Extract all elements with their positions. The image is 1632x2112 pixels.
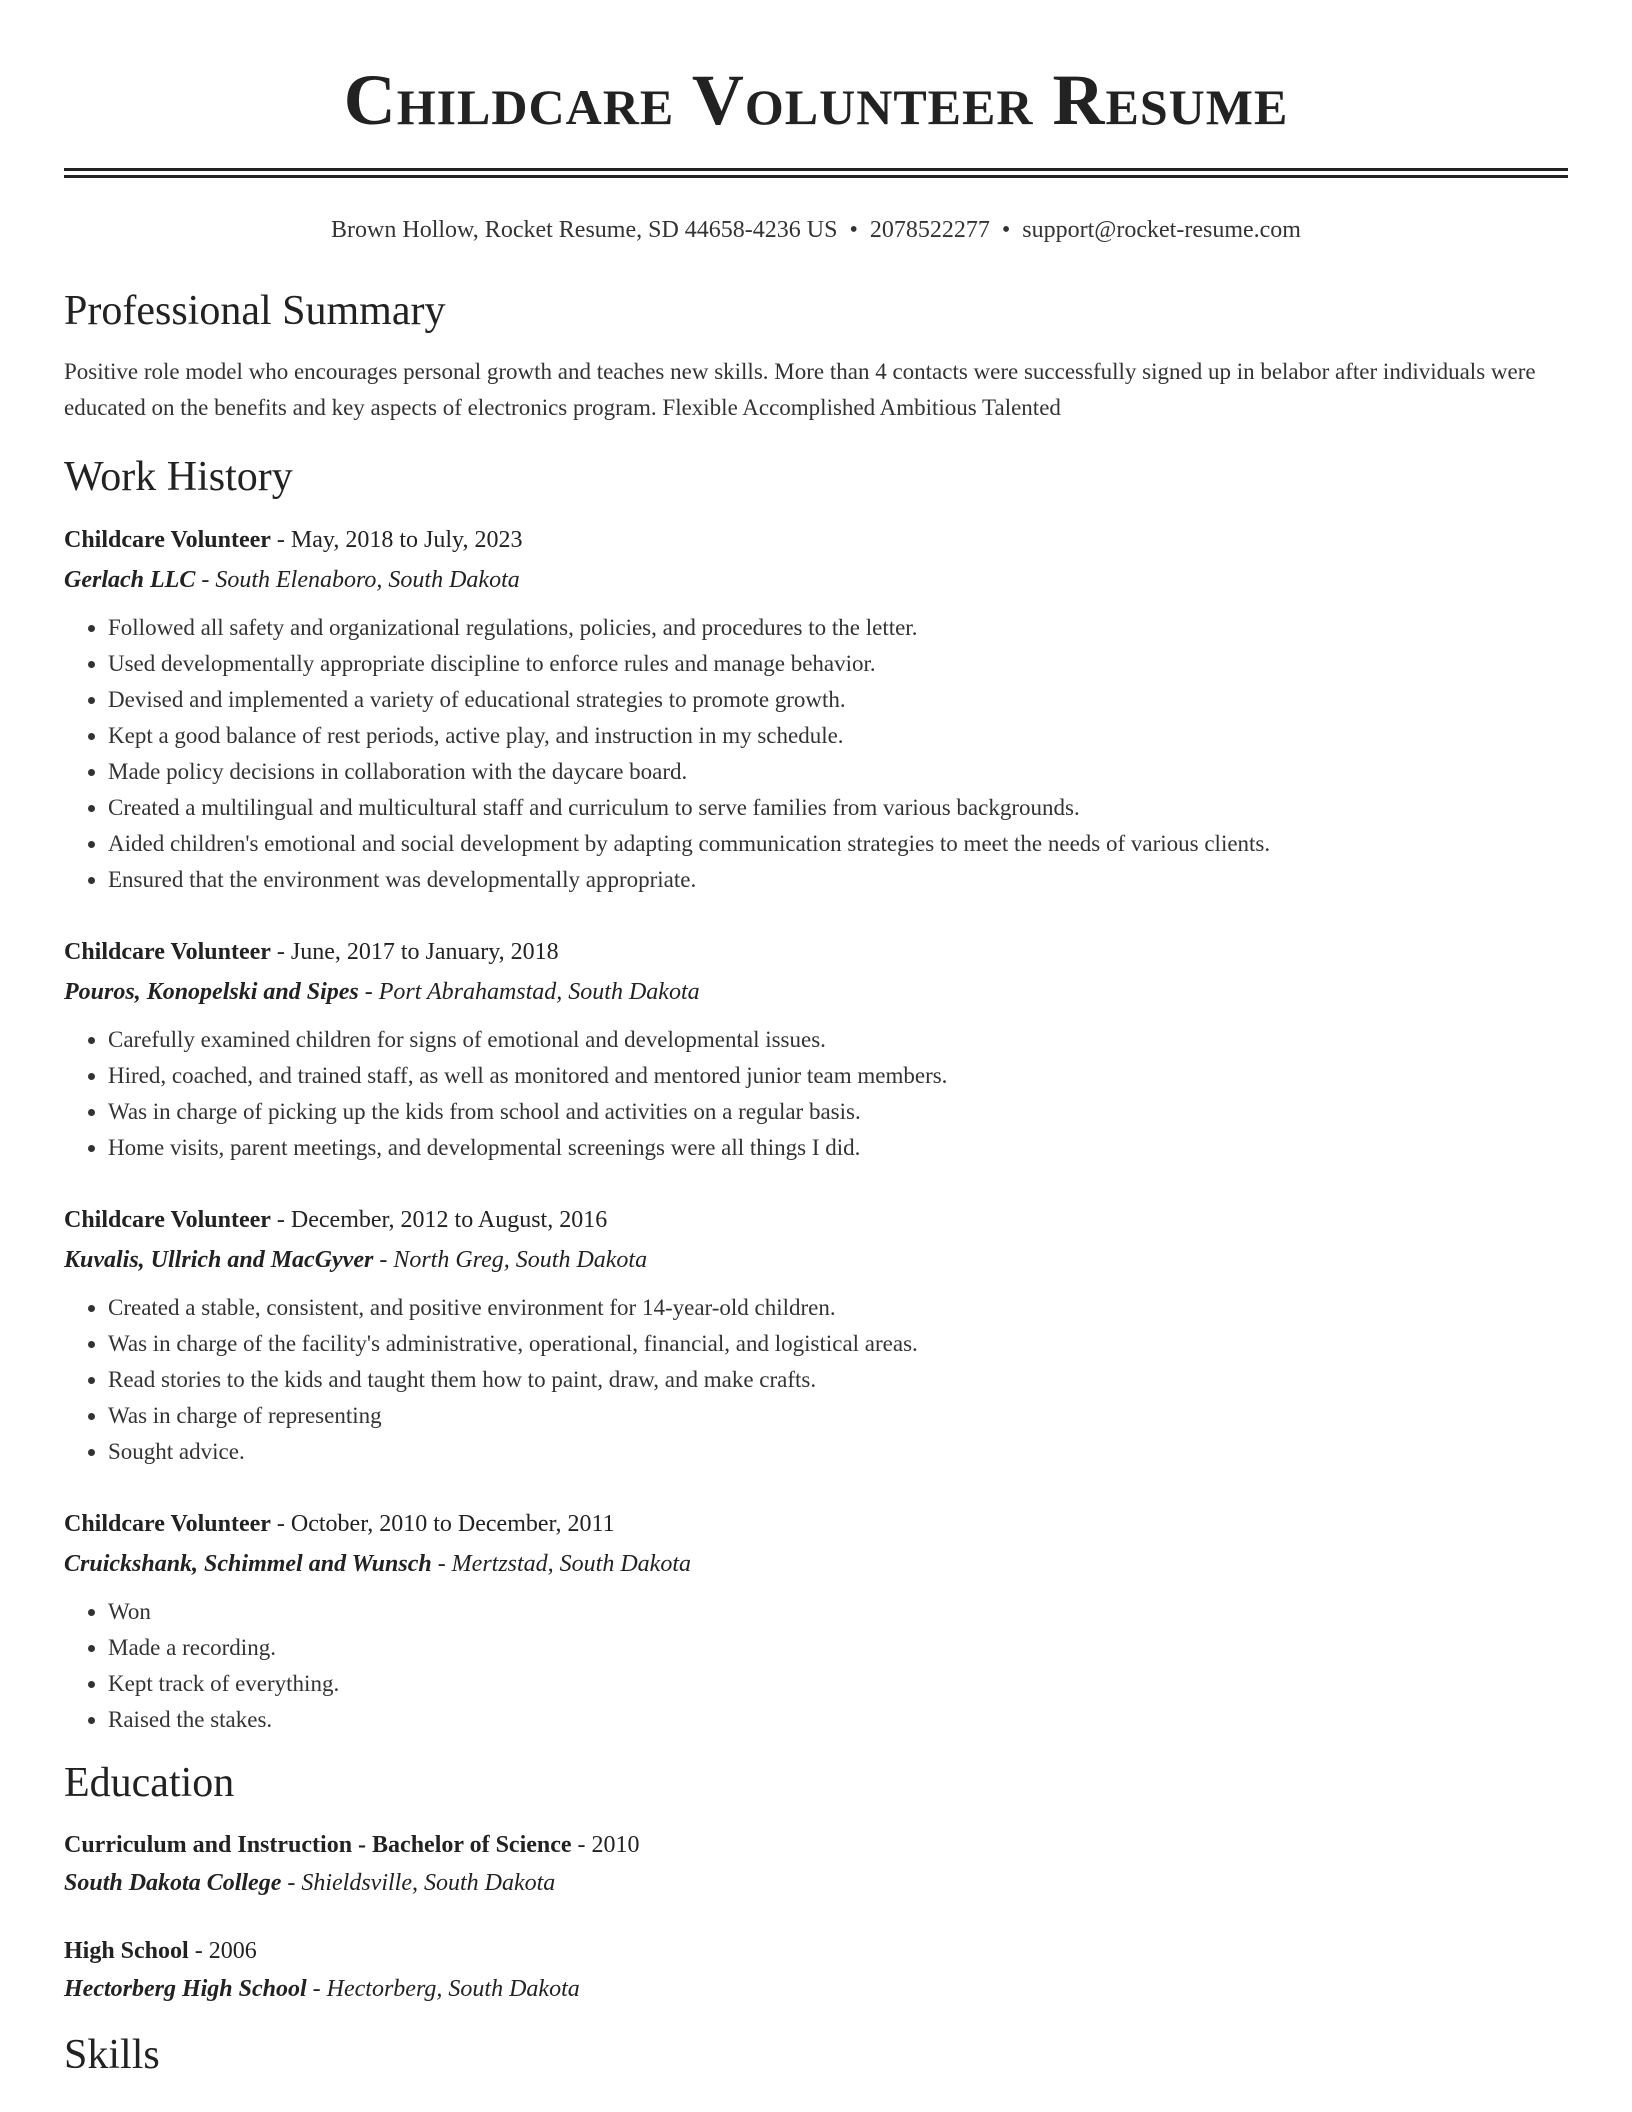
job-entry [64, 1504, 1568, 1738]
job-role: Childcare Volunteer [64, 527, 271, 553]
education-school: Hectorberg High School [64, 1976, 307, 2002]
job-dates: - June, 2017 to January, 2018 [270, 939, 559, 965]
job-duties [64, 1594, 1568, 1738]
duty-item: • Was in charge of picking up the kids from school and activities on a regular basis. [108, 1094, 1568, 1130]
job-company: Pouros, Konopelski and Sipes [64, 979, 359, 1005]
education-location: - Shieldsville, South Dakota [281, 1870, 556, 1896]
duty-item: • Ensured that the environment was developmentally appropriate. [108, 862, 1568, 898]
duty-item: • Aided children's emotional and social development by adapting communication strategies to meet the needs of various clients. [108, 826, 1568, 862]
duty-item: • Created a stable, consistent, and positive environment for 14-year-old children. [108, 1290, 1568, 1326]
contact-address: Brown Hollow, Rocket Resume, SD 44658-4236 US [331, 217, 838, 243]
title-divider [64, 168, 1568, 178]
job-company: Cruickshank, Schimmel and Wunsch [64, 1551, 432, 1577]
job-role: Childcare Volunteer [64, 1207, 271, 1233]
education-degree-line [64, 1826, 1568, 1864]
contact-email: support@rocket-resume.com [1022, 217, 1301, 243]
duty-item: • Kept a good balance of rest periods, active play, and instruction in my schedule. [108, 718, 1568, 754]
contact-phone: 2078522277 [869, 217, 990, 243]
job-dates: - May, 2018 to July, 2023 [270, 527, 523, 553]
job-location: - Mertzstad, South Dakota [431, 1551, 691, 1577]
duty-item: • Sought advice. [108, 1434, 1568, 1470]
contact-separator: • [1001, 217, 1011, 243]
education-year: - 2010 [571, 1832, 640, 1858]
job-title-line [64, 520, 1568, 560]
duty-item: • Home visits, parent meetings, and developmental screenings were all things I did. [108, 1130, 1568, 1166]
job-duties [64, 1022, 1568, 1166]
job-duties [64, 1290, 1568, 1470]
duty-item: • Read stories to the kids and taught them how to paint, draw, and make crafts. [108, 1362, 1568, 1398]
job-company: Gerlach LLC [64, 567, 196, 593]
job-role: Childcare Volunteer [64, 1511, 271, 1537]
duty-item: • Made policy decisions in collaboration with the daycare board. [108, 754, 1568, 790]
education-entry [64, 1826, 1568, 1902]
education-degree: High School [64, 1938, 189, 1964]
job-location: - North Greg, South Dakota [373, 1247, 648, 1273]
education-degree: Curriculum and Instruction - Bachelor of Science [64, 1832, 572, 1858]
duty-item: • Carefully examined children for signs of emotional and developmental issues. [108, 1022, 1568, 1058]
resume-page [64, 0, 1568, 2080]
job-location: - Port Abrahamstad, South Dakota [358, 979, 700, 1005]
duty-item: • Used developmentally appropriate discipline to enforce rules and manage behavior. [108, 646, 1568, 682]
resume-title: Childcare Volunteer Resume [343, 60, 1289, 140]
duty-item: • Hired, coached, and trained staff, as well as monitored and mentored junior team members. [108, 1058, 1568, 1094]
duty-item: • Made a recording. [108, 1630, 1568, 1666]
duty-item: • Created a multilingual and multicultural staff and curriculum to serve families from various backgrounds. [108, 790, 1568, 826]
education-school-line [64, 1970, 1568, 2008]
job-dates: - December, 2012 to August, 2016 [270, 1207, 608, 1233]
job-company-line [64, 1544, 1568, 1584]
job-dates: - October, 2010 to December, 2011 [270, 1511, 615, 1537]
summary-heading: Professional Summary [64, 288, 446, 334]
job-company-line [64, 972, 1568, 1012]
job-entry [64, 932, 1568, 1166]
job-role: Childcare Volunteer [64, 939, 271, 965]
job-company-line [64, 1240, 1568, 1280]
job-title-line [64, 1200, 1568, 1240]
job-title-line [64, 1504, 1568, 1544]
duty-item: • Won [108, 1594, 1568, 1630]
contact-line [64, 214, 1568, 246]
work-history-heading: Work History [64, 454, 293, 500]
education-degree-line [64, 1932, 1568, 1970]
duty-item: • Followed all safety and organizational regulations, policies, and procedures to the letter. [108, 610, 1568, 646]
job-duties [64, 610, 1568, 898]
job-entry [64, 1200, 1568, 1470]
education-heading: Education [64, 1760, 235, 1806]
duty-item: • Raised the stakes. [108, 1702, 1568, 1738]
skills-heading: Skills [64, 2032, 160, 2078]
education-school: South Dakota College [64, 1870, 282, 1896]
job-company-line [64, 560, 1568, 600]
job-company: Kuvalis, Ullrich and MacGyver [64, 1247, 374, 1273]
job-entry [64, 520, 1568, 898]
duty-item: • Was in charge of representing [108, 1398, 1568, 1434]
education-year: - 2006 [188, 1938, 257, 1964]
education-location: - Hectorberg, South Dakota [306, 1976, 580, 2002]
education-entry [64, 1932, 1568, 2008]
contact-separator: • [849, 217, 858, 243]
job-title-line [64, 932, 1568, 972]
summary-text: Positive role model who encourages personal growth and teaches new skills. More than 4 contacts were successfully signed up in belabor after individuals were educated on the benefits and key aspects of electronics program. Flexible Accomplished Ambitious Talented [64, 359, 1536, 420]
job-location: - South Elenaboro, South Dakota [195, 567, 520, 593]
duty-item: • Was in charge of the facility's administrative, operational, financial, and logistical areas. [108, 1326, 1568, 1362]
duty-item: • Kept track of everything. [108, 1666, 1568, 1702]
duty-item: • Devised and implemented a variety of educational strategies to promote growth. [108, 682, 1568, 718]
education-school-line [64, 1864, 1568, 1902]
